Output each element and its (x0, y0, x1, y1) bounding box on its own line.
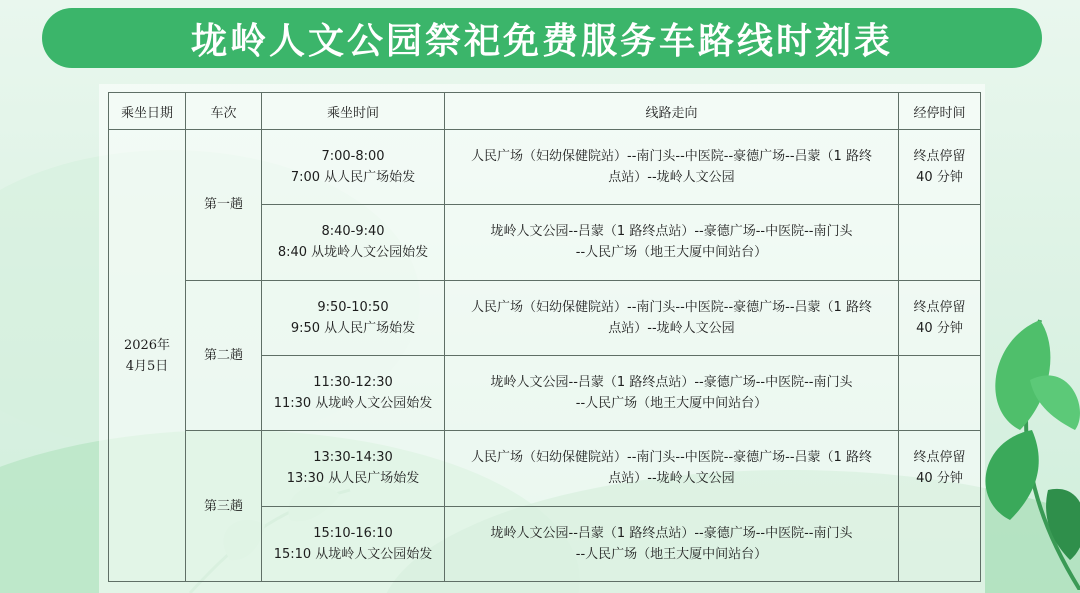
trip-label: 第三趟 (186, 431, 262, 582)
route-line: 垅岭人文公园--吕蒙（1 路终点站）--豪德广场--中医院--南门头 (490, 525, 853, 541)
depart-text: 8:40 从垅岭人文公园始发 (277, 245, 429, 261)
leaf-decoration-icon (970, 260, 1080, 590)
header-trip: 车次 (186, 93, 262, 130)
route-line: --人民广场（地王大厦中间站台） (575, 245, 768, 261)
route-line: 人民广场（妇幼保健院站）--南门头--中医院--豪德广场--吕蒙（1 路终 (471, 149, 872, 165)
stop-label: 终点停留 (913, 149, 966, 165)
date-year: 2026年 (123, 337, 171, 353)
time-range: 8:40-9:40 (321, 224, 385, 240)
page-title: 垅岭人文公园祭祀免费服务车路线时刻表 (190, 20, 893, 62)
stop-duration: 40 分钟 (916, 471, 963, 487)
header-stop: 经停时间 (899, 93, 981, 130)
date-cell (109, 130, 186, 582)
time-cell (262, 205, 445, 280)
time-cell (262, 506, 445, 581)
time-range: 13:30-14:30 (313, 450, 393, 466)
time-cell (262, 130, 445, 205)
trip-label: 第二趟 (186, 280, 262, 431)
depart-text: 7:00 从人民广场始发 (290, 170, 416, 186)
route-line: 垅岭人文公园--吕蒙（1 路终点站）--豪德广场--中医院--南门头 (490, 375, 853, 391)
depart-text: 13:30 从人民广场始发 (286, 471, 420, 487)
route-line: 点站）--垅岭人文公园 (608, 471, 735, 487)
schedule-table (108, 92, 981, 582)
route-line: 人民广场（妇幼保健院站）--南门头--中医院--豪德广场--吕蒙（1 路终 (471, 450, 872, 466)
title-banner (42, 8, 1042, 68)
route-cell (445, 506, 899, 581)
route-cell (445, 130, 899, 205)
route-line: 垅岭人文公园--吕蒙（1 路终点站）--豪德广场--中医院--南门头 (490, 224, 853, 240)
stop-duration: 40 分钟 (916, 320, 963, 336)
header-date: 乘坐日期 (109, 93, 186, 130)
stop-label: 终点停留 (913, 450, 966, 466)
route-line: --人民广场（地王大厦中间站台） (575, 396, 768, 412)
depart-text: 9:50 从人民广场始发 (290, 320, 416, 336)
table-row (109, 431, 981, 506)
stop-cell (899, 431, 981, 506)
date-day: 4月5日 (125, 358, 169, 374)
stop-duration: 40 分钟 (916, 170, 963, 186)
table-row (109, 280, 981, 355)
stop-cell (899, 205, 981, 280)
route-line: --人民广场（地王大厦中间站台） (575, 546, 768, 562)
route-line: 点站）--垅岭人文公园 (608, 320, 735, 336)
stop-cell (899, 355, 981, 430)
stop-cell (899, 130, 981, 205)
table-header-row (109, 93, 981, 130)
stop-label: 终点停留 (913, 299, 966, 315)
time-range: 7:00-8:00 (321, 149, 385, 165)
route-line: 点站）--垅岭人文公园 (608, 170, 735, 186)
stop-cell (899, 506, 981, 581)
route-cell (445, 431, 899, 506)
depart-text: 11:30 从垅岭人文公园始发 (273, 396, 433, 412)
route-cell (445, 355, 899, 430)
time-range: 9:50-10:50 (317, 299, 389, 315)
stop-cell (899, 280, 981, 355)
depart-text: 15:10 从垅岭人文公园始发 (273, 546, 433, 562)
trip-label: 第一趟 (186, 130, 262, 281)
route-line: 人民广场（妇幼保健院站）--南门头--中医院--豪德广场--吕蒙（1 路终 (471, 299, 872, 315)
route-cell (445, 280, 899, 355)
time-cell (262, 431, 445, 506)
table-row (109, 130, 981, 205)
time-cell (262, 280, 445, 355)
time-range: 11:30-12:30 (313, 375, 393, 391)
route-cell (445, 205, 899, 280)
header-route: 线路走向 (445, 93, 899, 130)
time-cell (262, 355, 445, 430)
time-range: 15:10-16:10 (313, 525, 393, 541)
header-time: 乘坐时间 (262, 93, 445, 130)
